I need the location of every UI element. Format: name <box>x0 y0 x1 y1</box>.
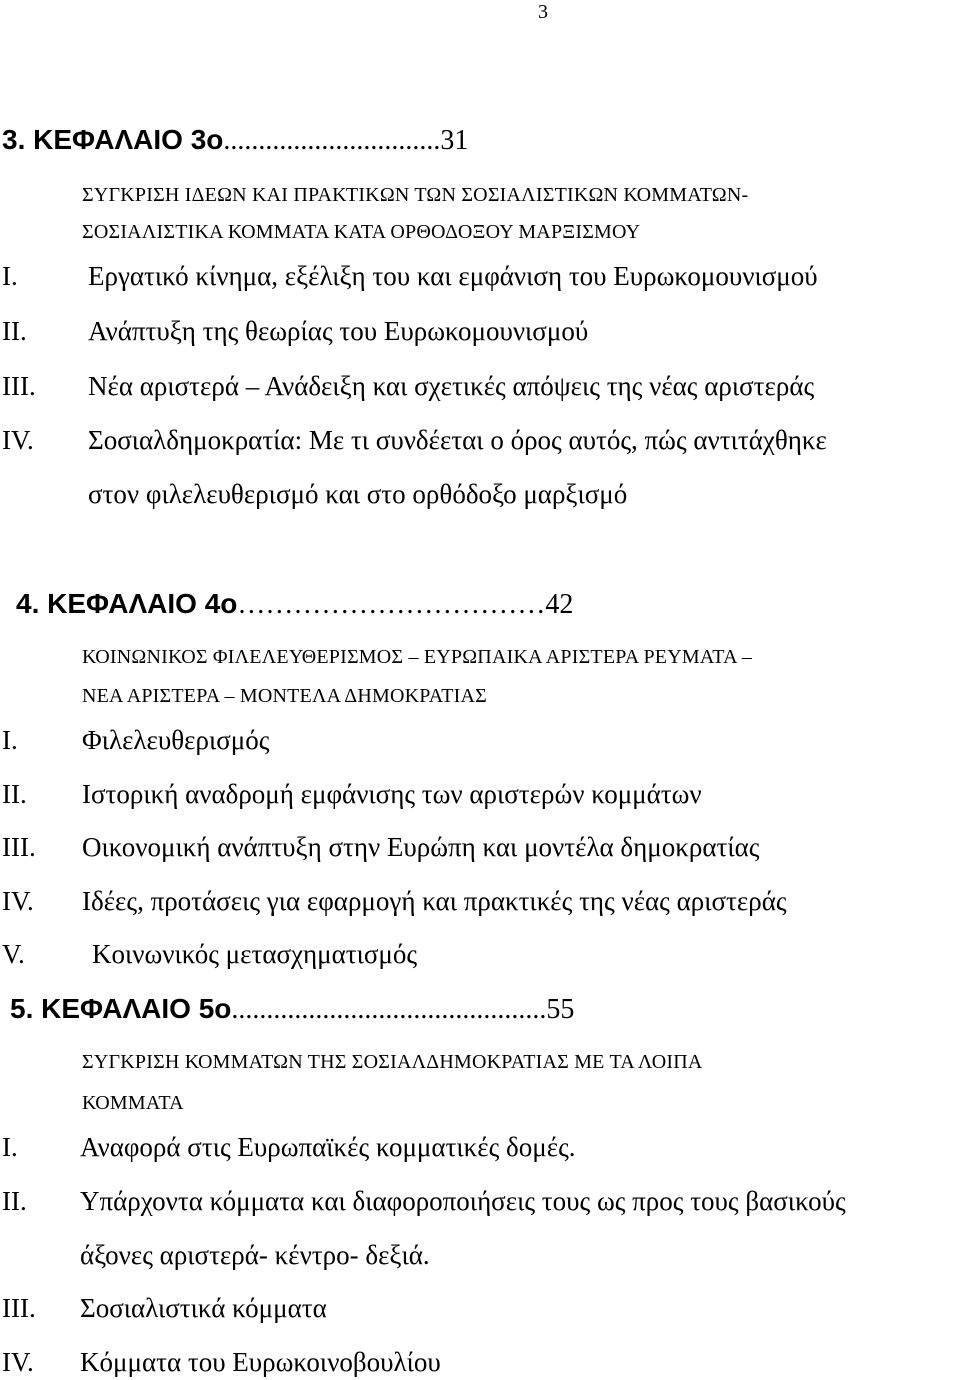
chapter-3-heading <box>2 126 468 155</box>
chapter-5-item-3-text: Σοσιαλιστικά κόμματα <box>80 1293 327 1323</box>
chapter-3-item-3-numeral: III. <box>2 371 36 401</box>
chapter-3-item-1-text: Εργατικό κίνημα, εξέλιξη του και εμφάνιση του Ευρωκομουνισμού <box>88 261 818 291</box>
chapter-4-item-4-text: Ιδέες, προτάσεις για εφαρμογή και πρακτικές της νέας αριστεράς <box>82 886 787 916</box>
chapter-3-item-4-text-continued: στον φιλελευθερισμό και στο ορθόδοξο μαρξισμό <box>88 479 628 509</box>
chapter-5-item-4-text: Κόμματα του Ευρωκοινοβουλίου <box>80 1347 441 1377</box>
chapter-5-dots: ............................................. <box>231 994 547 1025</box>
chapter-3-dots: ............................... <box>223 125 441 156</box>
chapter-4-item-4-numeral: IV. <box>2 886 34 916</box>
chapter-4-subtitle-line-1: ΚΟΙΝΩΝΙΚΟΣ ΦΙΛΕΛΕΥΘΕΡΙΣΜΟΣ – ΕΥΡΩΠΑΙΚΑ ΑΡΙΣΤΕΡΑ ΡΕΥΜΑΤΑ – <box>82 646 753 668</box>
chapter-5-item-2-numeral: II. <box>2 1186 27 1216</box>
chapter-5-heading <box>10 995 574 1024</box>
chapter-5-item-1-numeral: I. <box>2 1132 18 1162</box>
chapter-4-subtitle-line-2: ΝΕΑ ΑΡΙΣΤΕΡΑ – ΜΟΝΤΕΛΑ ΔΗΜΟΚΡΑΤΙΑΣ <box>82 685 487 707</box>
chapter-5-item-2-text: Υπάρχοντα κόμματα και διαφοροποιήσεις τους ως προς τους βασικούς <box>80 1186 846 1216</box>
chapter-4-item-5-text: Κοινωνικός μετασχηματισμός <box>92 939 418 969</box>
chapter-5-item-1-text: Αναφορά στις Ευρωπαϊκές κομματικές δομές. <box>80 1132 576 1162</box>
chapter-4-item-2-text: Ιστορική αναδρομή εμφάνισης των αριστερών κομμάτων <box>82 779 702 809</box>
chapter-4-item-5-numeral: V. <box>2 939 25 969</box>
chapter-3-page: 31 <box>440 125 469 156</box>
chapter-4-item-2-numeral: II. <box>2 779 27 809</box>
chapter-5-page: 55 <box>546 994 575 1025</box>
chapter-4-page: 42 <box>545 589 574 620</box>
chapter-5-heading-text: 5. ΚΕΦΑΛΑΙΟ 5ο <box>10 993 232 1024</box>
chapter-4-item-1-text: Φιλελευθερισμός <box>82 725 270 755</box>
chapter-4-item-3-text: Οικονομική ανάπτυξη στην Ευρώπη και μοντέλα δημοκρατίας <box>82 832 760 862</box>
chapter-5-item-4-numeral: IV. <box>2 1347 34 1377</box>
chapter-3-heading-text: 3. ΚΕΦΑΛΑΙΟ 3ο <box>2 124 224 155</box>
page-number: 3 <box>538 1 548 23</box>
chapter-4-heading <box>16 590 573 619</box>
chapter-3-subtitle-line-1: ΣΥΓΚΡΙΣΗ ΙΔΕΩΝ ΚΑΙ ΠΡΑΚΤΙΚΩΝ ΤΩΝ ΣΟΣΙΑΛΙΣΤΙΚΩΝ ΚΟΜΜΑΤΩΝ- <box>82 184 749 206</box>
chapter-3-item-1-numeral: I. <box>2 261 18 291</box>
chapter-3-item-4-text: Σοσιαλδημοκρατία: Με τι συνδέεται ο όρος αυτός, πώς αντιτάχθηκε <box>88 425 827 455</box>
chapter-4-dots: …………………………… <box>237 589 546 620</box>
chapter-3-item-3-text: Νέα αριστερά – Ανάδειξη και σχετικές απόψεις της νέας αριστεράς <box>88 371 815 401</box>
chapter-3-item-2-text: Ανάπτυξη της θεωρίας του Ευρωκομουνισμού <box>88 316 589 346</box>
chapter-5-item-2-text-continued: άξονες αριστερά- κέντρο- δεξιά. <box>80 1240 430 1270</box>
chapter-4-item-1-numeral: I. <box>2 725 18 755</box>
chapter-4-item-3-numeral: III. <box>2 832 36 862</box>
chapter-3-item-4-numeral: IV. <box>2 425 34 455</box>
chapter-5-item-3-numeral: III. <box>2 1293 36 1323</box>
chapter-4-heading-text: 4. ΚΕΦΑΛΑΙΟ 4ο <box>16 588 238 619</box>
chapter-3-item-2-numeral: II. <box>2 316 27 346</box>
chapter-5-subtitle-line-2: ΚΟΜΜΑΤΑ <box>82 1092 184 1114</box>
chapter-3-subtitle-line-2: ΣΟΣΙΑΛΙΣΤΙΚΑ ΚΟΜΜΑΤΑ ΚΑΤΑ ΟΡΘΟΔΟΞΟΥ ΜΑΡΞΙΣΜΟΥ <box>82 221 641 243</box>
chapter-5-subtitle-line-1: ΣΥΓΚΡΙΣΗ ΚΟΜΜΑΤΩΝ ΤΗΣ ΣΟΣΙΑΛΔΗΜΟΚΡΑΤΙΑΣ ΜΕ ΤΑ ΛΟΙΠΑ <box>82 1051 703 1073</box>
